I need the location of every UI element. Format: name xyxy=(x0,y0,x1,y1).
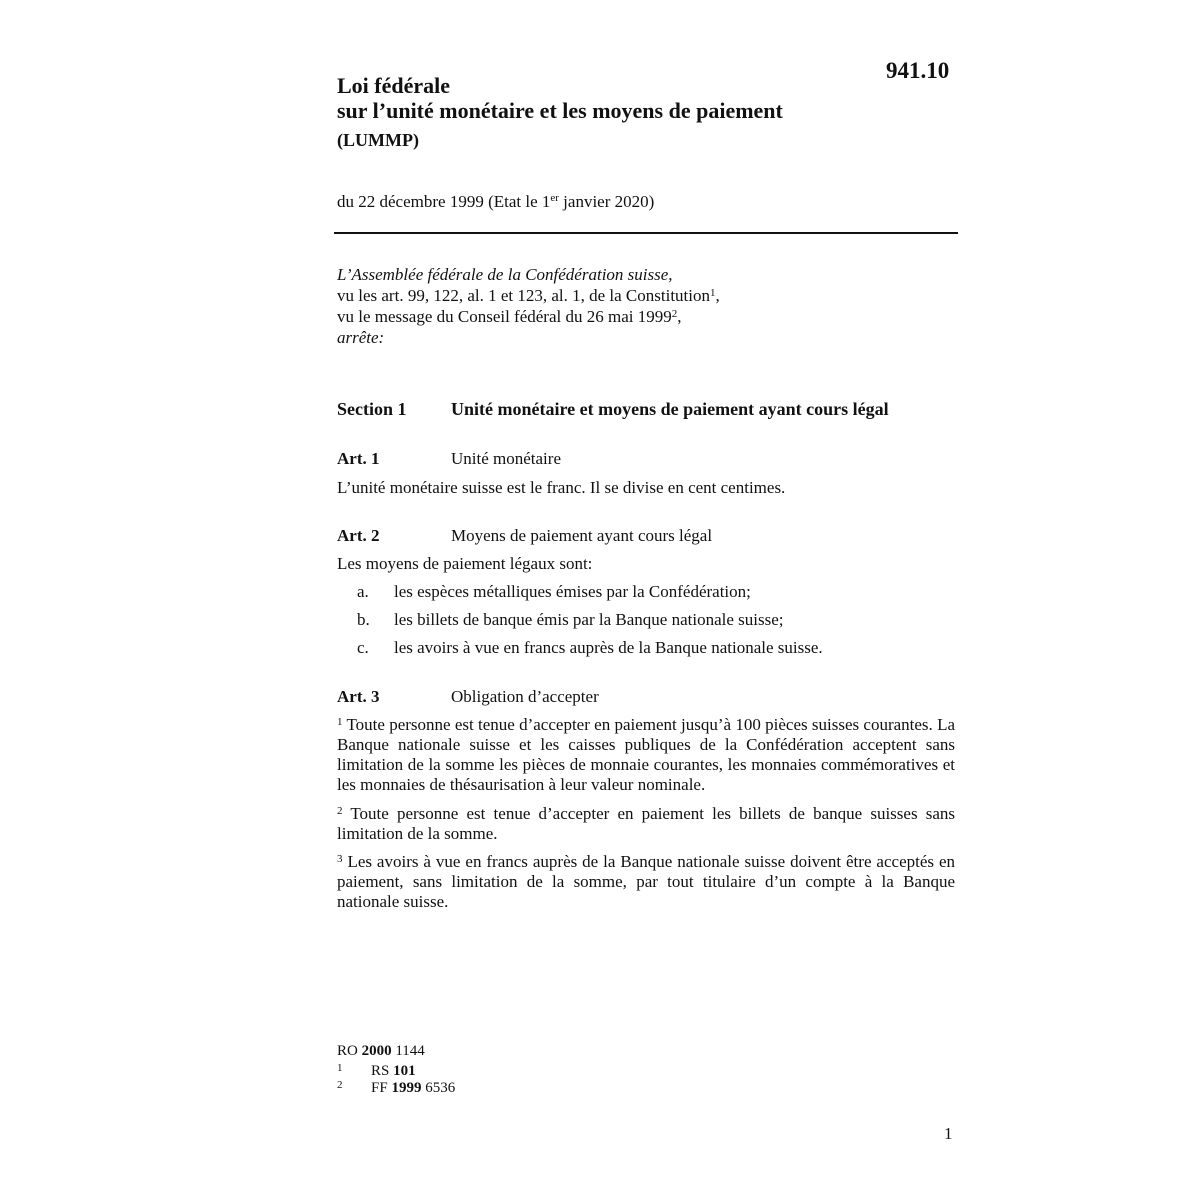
paragraph-text: Toute personne est tenue d’accepter en paiement les billets de banque suisses sans limitation de la somme. xyxy=(337,804,955,843)
footnote-number: 1 xyxy=(337,1062,343,1074)
paragraph-number: 1 xyxy=(337,716,343,728)
paragraph-number: 3 xyxy=(337,853,343,865)
date-sup: er xyxy=(550,192,559,204)
art-3-heading xyxy=(337,687,599,707)
footnote-bold: 101 xyxy=(393,1063,416,1079)
list-item-mark: b. xyxy=(357,610,370,629)
footnote-suffix: 6536 xyxy=(421,1080,456,1096)
footnote-ro-prefix: RO xyxy=(337,1043,362,1059)
art-1-heading xyxy=(337,449,561,469)
preamble-constitution-text: vu les art. 99, 122, al. 1 et 123, al. 1, de la Constitution xyxy=(337,286,711,305)
section-1-heading xyxy=(337,399,889,420)
list-item-mark: c. xyxy=(357,638,369,657)
preamble-assembly: L’Assemblée fédérale de la Confédération suisse, xyxy=(337,265,673,284)
section-label: Section 1 xyxy=(337,399,407,419)
footnote-prefix: FF xyxy=(371,1080,392,1096)
date-suffix: janvier 2020) xyxy=(558,192,655,211)
paragraph-text: Toute personne est tenue d’accepter en paiement jusqu’à 100 pièces suisses courantes. La Banque nationale suisse et les caisses publiques de la Confédération acceptent sans limitation de la somme les pièces de monnaie courantes, les monnaies commémoratives et les monnaies de thésaurisation à leur valeur nominale. xyxy=(337,715,955,794)
preamble-message xyxy=(337,306,957,327)
section-title: Unité monétaire et moyens de paiement ayant cours légal xyxy=(451,399,889,419)
footnote-ro-year: 2000 xyxy=(361,1043,392,1059)
list-item-text: les avoirs à vue en francs auprès de la Banque nationale suisse. xyxy=(394,638,823,657)
preamble-decree: arrête: xyxy=(337,328,385,347)
preamble-message-text: vu le message du Conseil fédéral du 26 mai 1999 xyxy=(337,307,672,326)
paragraph-number: 2 xyxy=(337,805,343,817)
list-item xyxy=(357,582,751,602)
art-2-intro: Les moyens de paiement légaux sont: xyxy=(337,554,593,573)
art-2-title: Moyens de paiement ayant cours légal xyxy=(451,526,713,545)
art-1-title: Unité monétaire xyxy=(451,449,561,468)
list-item-text: les billets de banque émis par la Banque nationale suisse; xyxy=(394,610,784,629)
footnote-number: 2 xyxy=(337,1079,343,1091)
art-2-heading xyxy=(337,526,712,546)
list-item-mark: a. xyxy=(357,582,369,601)
footnote-prefix: RS xyxy=(371,1063,394,1079)
document-number: 941.10 xyxy=(886,58,950,83)
preamble-message-end: , xyxy=(677,307,682,326)
title-line-1: Loi fédérale xyxy=(337,73,451,98)
footnote-ro-page: 1144 xyxy=(391,1043,425,1059)
footnote-ro xyxy=(337,1043,425,1060)
footnote-2 xyxy=(337,1079,455,1097)
preamble-constitution-end: , xyxy=(715,286,720,305)
footnote-1 xyxy=(337,1062,416,1080)
art-1-text: L’unité monétaire suisse est le franc. Il se divise en cent centimes. xyxy=(337,478,786,497)
title-line-2: sur l’unité monétaire et les moyens de paiement xyxy=(337,98,783,123)
law-title xyxy=(337,73,897,153)
header-divider xyxy=(334,232,958,234)
footnote-ref-1[interactable]: 1 xyxy=(710,287,716,299)
art-3-title: Obligation d’accepter xyxy=(451,687,599,706)
list-item xyxy=(357,638,823,658)
art-3-paragraph-1 xyxy=(337,715,955,795)
art-2-number: Art. 2 xyxy=(337,526,380,545)
list-item-text: les espèces métalliques émises par la Confédération; xyxy=(394,582,751,601)
art-1-number: Art. 1 xyxy=(337,449,380,468)
art-3-paragraph-3 xyxy=(337,852,955,912)
preamble-constitution xyxy=(337,285,957,306)
title-abbreviation: (LUMMP) xyxy=(337,130,419,150)
footnote-ref-2[interactable]: 2 xyxy=(671,308,678,320)
date-prefix: du 22 décembre 1999 (Etat le 1 xyxy=(337,192,551,211)
law-date xyxy=(337,192,654,212)
page-number: 1 xyxy=(944,1124,953,1143)
paragraph-text: Les avoirs à vue en francs auprès de la Banque nationale suisse doivent être acceptés en paiement, sans limitation de la somme, par tout titulaire d’un compte à la Banque nationale suisse. xyxy=(337,852,955,911)
list-item xyxy=(357,610,783,630)
art-3-paragraph-2 xyxy=(337,804,955,844)
preamble xyxy=(337,264,957,348)
art-3-number: Art. 3 xyxy=(337,687,380,706)
footnote-bold: 1999 xyxy=(391,1080,422,1096)
